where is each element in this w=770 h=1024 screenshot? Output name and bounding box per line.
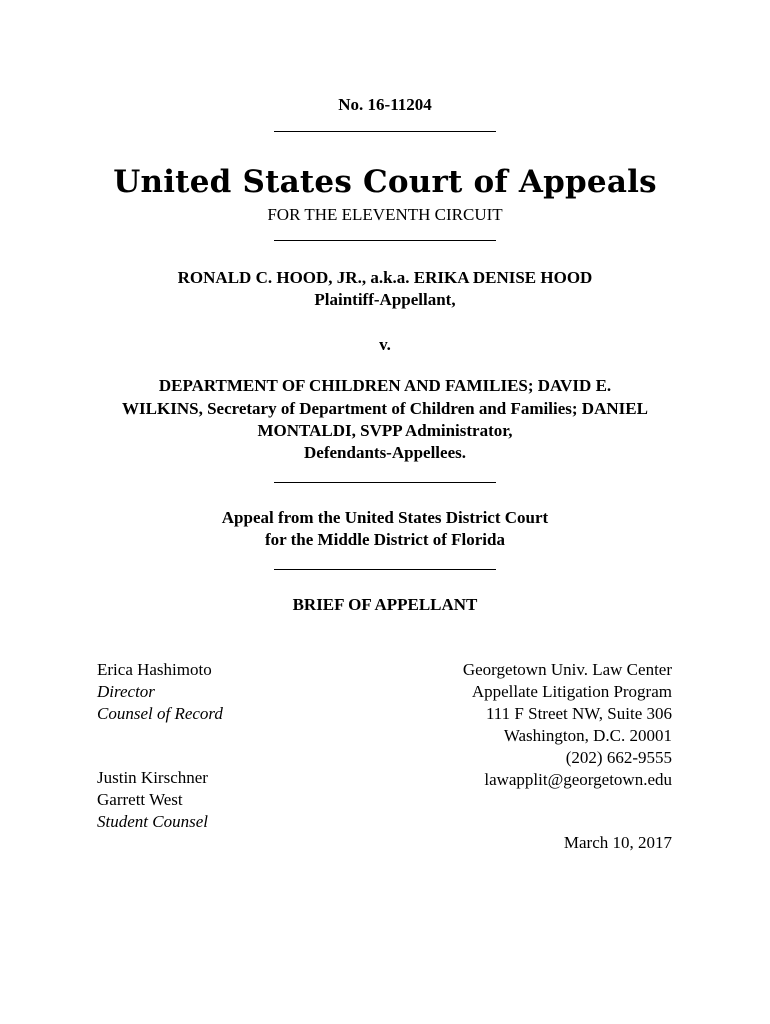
counsel-title: Director [97, 682, 155, 701]
court-name: United States Court of Appeals [113, 164, 657, 200]
student-counsel-role: Student Counsel [97, 812, 208, 831]
appeal-line: for the Middle District of Florida [264, 530, 505, 549]
defendants-line: DEPARTMENT OF CHILDREN AND FAMILIES; DAVID E. [158, 376, 612, 395]
address-email: lawapplit@georgetown.edu [484, 770, 672, 789]
divider-rule [274, 240, 496, 241]
divider-rule [274, 482, 496, 483]
address-line: Appellate Litigation Program [471, 682, 672, 701]
address-phone: (202) 662-9555 [565, 748, 672, 767]
student-counsel-block [97, 767, 208, 833]
plaintiff-role: Plaintiff-Appellant, [314, 290, 456, 309]
plaintiff-name: RONALD C. HOOD, JR., a.k.a. ERIKA DENISE HOOD [177, 268, 593, 287]
case-number: No. 16-11204 [338, 95, 432, 114]
counsel-name: Erica Hashimoto [97, 660, 212, 679]
divider-rule [274, 569, 496, 570]
versus: v. [379, 335, 391, 354]
address-line: 111 F Street NW, Suite 306 [485, 704, 672, 723]
address-line: Georgetown Univ. Law Center [462, 660, 672, 679]
defendants-role: Defendants-Appellees. [304, 443, 466, 462]
counsel-role: Counsel of Record [97, 704, 223, 723]
circuit-name: FOR THE ELEVENTH CIRCUIT [267, 205, 503, 224]
divider-rule [274, 131, 496, 132]
filing-date: March 10, 2017 [563, 833, 672, 852]
student-name: Justin Kirschner [97, 768, 208, 787]
address-block [463, 659, 672, 791]
defendants-line: WILKINS, Secretary of Department of Children and Families; DANIEL [122, 399, 648, 418]
appeal-line: Appeal from the United States District Court [221, 508, 549, 527]
defendants-line: MONTALDI, SVPP Administrator, [257, 421, 513, 440]
counsel-block [97, 659, 223, 725]
brief-title: BRIEF OF APPELLANT [292, 595, 478, 614]
student-name: Garrett West [97, 790, 183, 809]
address-line: Washington, D.C. 20001 [503, 726, 672, 745]
